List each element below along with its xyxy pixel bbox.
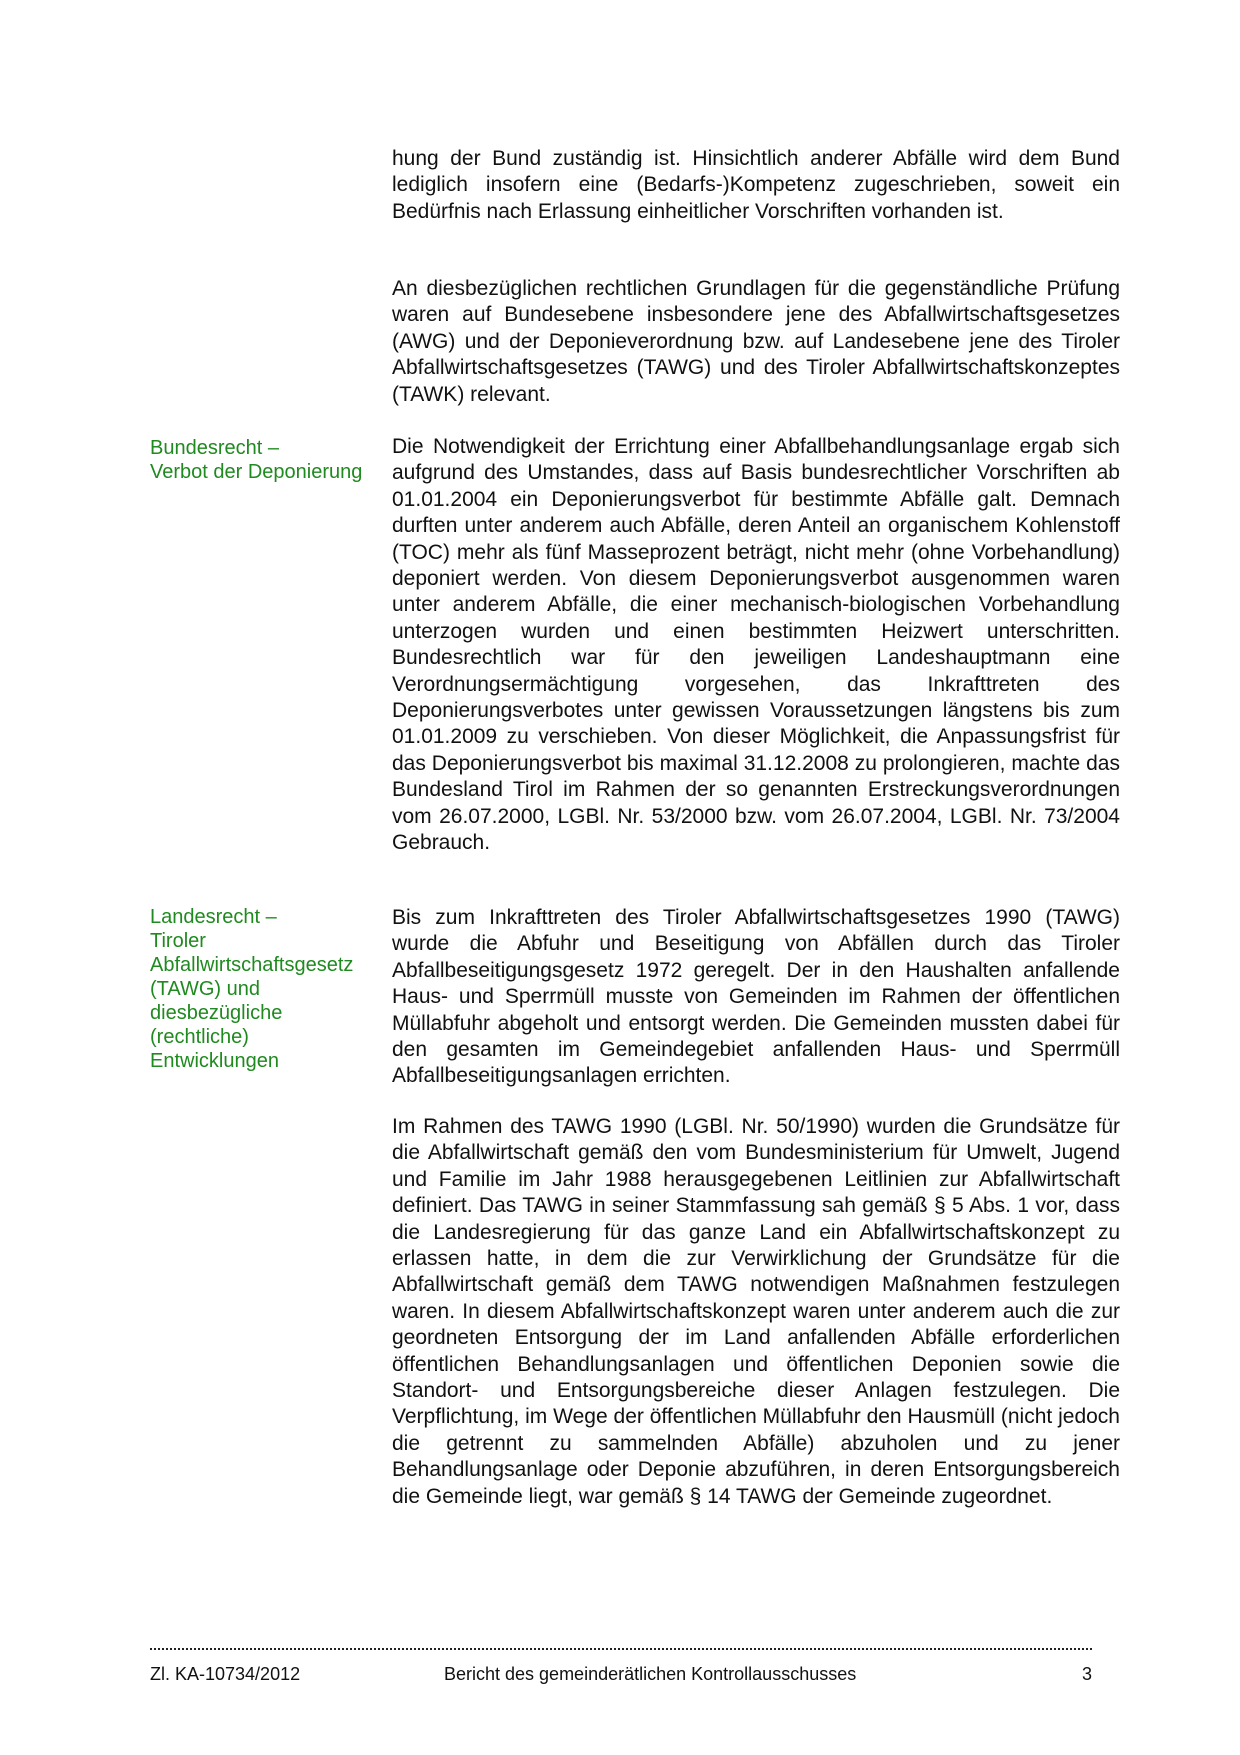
sidenote-line: Tiroler xyxy=(150,930,206,952)
paragraph-tawg-history: Bis zum Inkrafttreten des Tiroler Abfallwirtschaftsgesetzes 1990 (TAWG) wurde die Abfuhr und Beseitigung von Abfällen durch das Tiroler Abfallbeseitigungsgesetz 1972 geregelt. Der in den Haushalten anfallende Haus- und Sperrmüll musste von Gemeinden im Rahmen der öffentlichen Müllabfuhr abgeholt und entsorgt werden. Die Gemeinden mussten dabei für den gesamten im Gemeindegebiet anfallenden Haus- und Sperrmüll Abfallbeseitigungsanlagen errichten. xyxy=(392,906,1120,1088)
footer-title: Bericht des gemeinderätlichen Kontrollausschusses xyxy=(444,1664,857,1684)
footer-divider xyxy=(150,1648,1092,1650)
paragraph-tawg-1990: Im Rahmen des TAWG 1990 (LGBl. Nr. 50/1990) wurden die Grundsätze für die Abfallwirtschaft gemäß den vom Bundesministerium für Umwelt, Jugend und Familie im Jahr 1988 herausgegebenen Leitlinien zur Abfallwirtschaft definiert. Das TAWG in seiner Stammfassung sah gemäß § 5 Abs. 1 vor, dass die Landesregierung für das ganze Land ein Abfallwirtschaftskonzept zu erlassen hatte, in dem die zur Verwirklichung der Grundsätze für die Abfallwirtschaft gemäß dem TAWG notwendigen Maßnahmen festzulegen waren. In diesem Abfallwirtschaftskonzept waren unter anderem auch die zur geordneten Entsorgung der im Land anfallenden Abfälle erforderlichen öffentlichen Behandlungsanlagen und öffentlichen Deponien sowie die Standort- und Entsorgungsbereiche dieser Anlagen festzulegen. Die Verpflichtung, im Wege der öffentlichen Müllabfuhr den Hausmüll (nicht jedoch die getrennt zu sammelnden Abfälle) abzuholen und zu jener Behandlungsanlage oder Deponie abzuführen, in deren Entsorgungsbereich die Gemeinde liegt, war gemäß § 14 TAWG der Gemeinde zugeordnet. xyxy=(392,1115,1120,1508)
sidenote-bundesrecht xyxy=(150,436,380,484)
sidenote-line: (rechtliche) xyxy=(150,1026,249,1048)
paragraph-deponierungsverbot: Die Notwendigkeit der Errichtung einer Abfallbehandlungsanlage ergab sich aufgrund des Umstandes, dass auf Basis bundesrechtlicher Vorschriften ab 01.01.2004 ein Deponierungsverbot für bestimmte Abfälle galt. Demnach durften unter anderem auch Abfälle, deren Anteil an organischem Kohlenstoff (TOC) mehr als fünf Masseprozent beträgt, nicht mehr (ohne Vorbehandlung) deponiert werden. Von diesem Deponierungsverbot ausgenommen waren unter anderem Abfälle, die einer mechanisch-biologischen Vorbehandlung unterzogen wurden und einen bestimmten Heizwert unterschritten. Bundesrechtlich war für den jeweiligen Landeshauptmann eine Verordnungsermächtigung vorgesehen, das Inkrafttreten des Deponierungsverbotes unter gewissen Voraussetzungen längstens bis zum 01.01.2009 zu verschieben. Von dieser Möglichkeit, die Anpassungsfrist für das Deponierungsverbot bis maximal 31.12.2008 zu prolongieren, machte das Bundesland Tirol im Rahmen der so genannten Erstreckungsverordnungen vom 26.07.2000, LGBl. Nr. 53/2000 bzw. vom 26.07.2004, LGBl. Nr. 73/2004 Gebrauch. xyxy=(392,435,1120,855)
footer-reference: Zl. KA-10734/2012 xyxy=(150,1664,301,1684)
sidenote-line: Landesrecht – xyxy=(150,906,277,928)
page-number: 3 xyxy=(1082,1664,1093,1684)
sidenote-line: Bundesrecht – xyxy=(150,437,279,459)
sidenote-landesrecht xyxy=(150,905,380,1073)
sidenote-line: Abfallwirtschaftsgesetz xyxy=(150,954,354,976)
sidenote-line: diesbezügliche xyxy=(150,1002,283,1024)
paragraph-legal-basis: An diesbezüglichen rechtlichen Grundlagen für die gegenständliche Prüfung waren auf Bundesebene insbesondere jene des Abfallwirtschaftsgesetzes (AWG) und der Deponieverordnung bzw. auf Landesebene jene des Tiroler Abfallwirtschaftsgesetzes (TAWG) und des Tiroler Abfallwirtschaftskonzeptes (TAWK) relevant. xyxy=(392,277,1120,406)
sidenote-line: Entwicklungen xyxy=(150,1050,279,1072)
sidenote-line: (TAWG) und xyxy=(150,978,261,1000)
sidenote-line: Verbot der Deponierung xyxy=(150,461,363,483)
paragraph-intro-continuation: hung der Bund zuständig ist. Hinsichtlich anderer Abfälle wird dem Bund lediglich insofern eine (Bedarfs-)Kompetenz zugeschrieben, soweit ein Bedürfnis nach Erlassung einheitlicher Vorschriften vorhanden ist. xyxy=(392,147,1120,223)
